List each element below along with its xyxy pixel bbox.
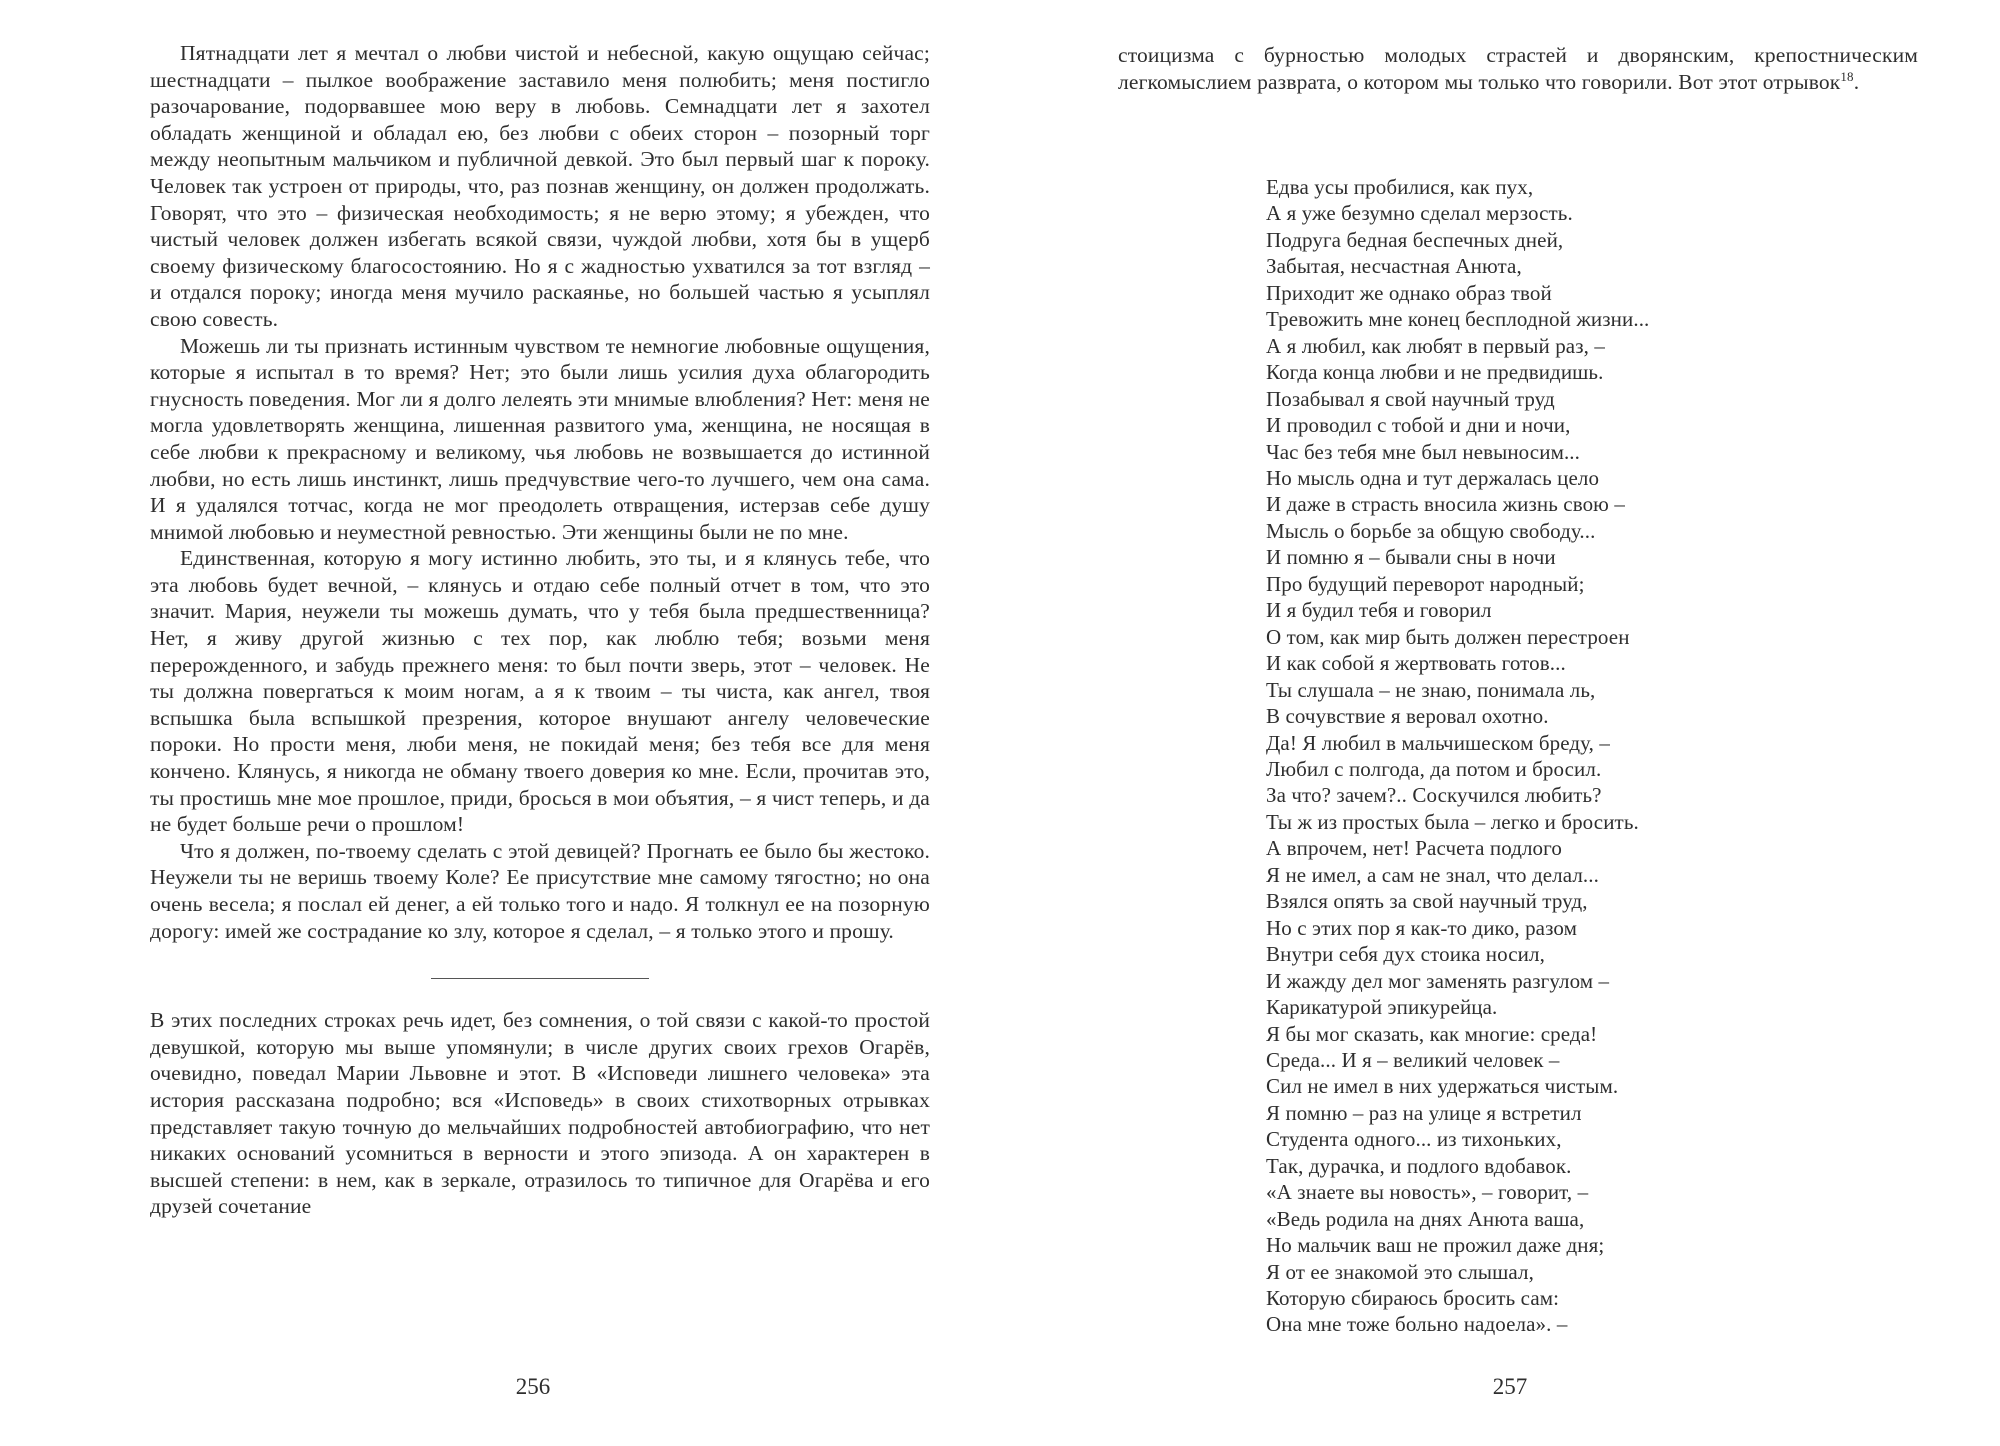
commentary-paragraph: В этих последних строках речь идет, без сомнения, о той связи с какой-то простой девушкой, которую мы выше упомянули; в числе других своих грехов Огарёв, очевидно, поведал Марии Львовне и этот. В «Исповеди лишнего человека» эта история рассказана подробно; вся «Исповедь» в своих стихотворных отрывках представляет такую точную до мельчайших подробностей автобиографию, что нет никаких оснований усомниться в верности и этого эпизода. А он характерен в высшей степени: в нем, как в зеркале, отразилось то типичное для Огарёва и его друзей сочетание [150, 1008, 930, 1219]
intro-text: стоицизма с бурностью молодых страстей и дворянским, крепостническим легкомыслием разврата, о котором мы только что говорили. Вот этот отрывок [1118, 43, 1918, 94]
poem-line: А я уже безумно сделал мерзость. [1266, 201, 1573, 226]
poem-line: Тревожить мне конец бесплодной жизни... [1266, 307, 1650, 332]
page-number-right: 257 [1492, 1374, 1528, 1399]
poem-line: В сочувствие я веровал охотно. [1266, 704, 1549, 729]
body-paragraph: Можешь ли ты признать истинным чувством те немногие любовные ощущения, которые я испытал в то время? Нет; это были лишь усилия духа облагородить гнусность поведения. Мог ли я долго лелеять эти мнимые влюбления? Нет: меня не могла удовлетворять женщина, лишенная развитого ума, женщина, не носящая в себе любви к прекрасному и великому, чья любовь не возвышается до истинной любви, но есть лишь инстинкт, лишь предчувствие чего-то лучшего, чем она сама. И я удалялся тотчас, когда не мог преодолеть отвращения, истерзав себе душу мнимой любовью и неуместной ревностью. Эти женщины были не по мне. [150, 333, 930, 544]
poem-line: Про будущий переворот народный; [1266, 571, 1585, 596]
poem-line: Внутри себя дух стоика носил, [1266, 942, 1545, 967]
poem-line: «А знаете вы новость», – говорит, – [1266, 1180, 1589, 1205]
poem-line: Ты слушала – не знаю, понимала ль, [1266, 677, 1596, 702]
poem-line: Приходит же однако образ твой [1266, 280, 1552, 305]
poem-line: «Ведь родила на днях Анюта ваша, [1266, 1206, 1585, 1231]
poem-line: Которую сбираюсь бросить сам: [1266, 1286, 1560, 1311]
poem-line: Подруга бедная беспечных дней, [1266, 227, 1564, 252]
poem-line: Да! Я любил в мальчишеском бреду, – [1266, 730, 1610, 755]
poem-line: И проводил с тобой и дни и ночи, [1266, 413, 1571, 438]
section-divider [431, 978, 649, 979]
poem-line: А я любил, как любят в первый раз, – [1266, 333, 1605, 358]
intro-end: . [1853, 69, 1860, 94]
poem-line: А впрочем, нет! Расчета подлого [1266, 836, 1562, 861]
right-text-column [1118, 42, 1918, 95]
poem-line: Я не имел, а сам не знал, что делал... [1266, 862, 1599, 887]
continued-paragraph [1118, 42, 1918, 95]
body-paragraph: Единственная, которую я могу истинно любить, это ты, и я клянусь тебе, что эта любовь будет вечной, – клянусь и отдаю себе полный отчет в том, что это значит. Мария, неужели ты можешь думать, что у тебя была предшественница? Нет, я живу другой жизнью с тех пор, как люблю тебя; возьми меня перерожденного, и забудь прежнего меня: то был почти зверь, этот – человек. Не ты должна повергаться к моим ногам, а я к твоим – ты чиста, как ангел, твоя вспышка была вспышкой презрения, которое внушают ангелу человеческие пороки. Но прости меня, люби меня, не покидай меня; без тебя все для меня кончено. Клянусь, я никогда не обману твоего доверия ко мне. Если, прочитав это, ты простишь мне мое прошлое, приди, бросься в мои объятия, – я чист теперь, и да не будет больше речи о прошлом! [150, 546, 930, 837]
poem-line: Ты ж из простых была – легко и бросить. [1266, 809, 1639, 834]
poem-line: Так, дурачка, и подлого вдобавок. [1266, 1153, 1572, 1178]
poem-line: И я будил тебя и говорил [1266, 598, 1492, 623]
poem-line: Взялся опять за свой научный труд, [1266, 889, 1588, 914]
poem-line: Но мальчик ваш не прожил даже дня; [1266, 1233, 1605, 1258]
poem-line: Едва усы пробилися, как пух, [1266, 175, 1534, 199]
poem-line: Любил с полгода, да потом и бросил. [1266, 756, 1602, 781]
footnote-reference[interactable]: 18 [1840, 68, 1854, 84]
poem-line: Я помню – раз на улице я встретил [1266, 1100, 1582, 1125]
body-paragraph: Что я должен, по-твоему сделать с этой девицей? Прогнать ее было бы жестоко. Неужели ты не веришь твоему Коле? Ее присутствие мне самому тягостно; но она очень весела; я послал ей денег, а ей только того и надо. Я толкнул ее на позорную дорогу: имей же сострадание ко злу, которое я сделал, – я только этого и прошу. [150, 838, 930, 943]
poem-line: Но с этих пор я как-то дико, разом [1266, 915, 1577, 940]
poem-line: Она мне тоже больно надоела». – [1266, 1312, 1568, 1337]
poem-line: Я от ее знакомой это слышал, [1266, 1259, 1534, 1284]
poem-line: Среда... И я – великий человек – [1266, 1047, 1560, 1072]
poem-line: Я бы мог сказать, как многие: среда! [1266, 1021, 1598, 1046]
poem-line: За что? зачем?.. Соскучился любить? [1266, 783, 1602, 808]
left-text-column [150, 40, 930, 1241]
poem-line: И помню я – бывали сны в ночи [1266, 545, 1556, 570]
poem-line: Сил не имел в них удержаться чистым. [1266, 1074, 1619, 1099]
body-paragraph: Пятнадцати лет я мечтал о любви чистой и небесной, какую ощущаю сейчас; шестнадцати – пылкое воображение заставило меня полюбить; меня постигло разочарование, подорвавшее мою веру в любовь. Семнадцати лет я захотел обладать женщиной и обладал ею, без любви с обеих сторон – позорный торг между неопытным мальчиком и публичной девкой. Это был первый шаг к пороку. Человек так устроен от природы, что, раз познав женщину, он должен продолжать. Говорят, что это – физическая необходимость; я не верю этому; я убежден, что чистый человек должен избегать всякой связи, чуждой любви, хотя бы в ущерб своему физическому благосостоянию. Но я с жадностью ухватился за тот взгляд – и отдался пороку; иногда меня мучило раскаянье, но большей частью я усыплял свою совесть. [150, 41, 930, 331]
poem-line: Студента одного... из тихоньких, [1266, 1127, 1562, 1152]
poem-line: Но мысль одна и тут держалась цело [1266, 465, 1600, 490]
poem-line: Забытая, несчастная Анюта, [1266, 254, 1522, 279]
poem-line: И жажду дел мог заменять разгулом – [1266, 968, 1610, 993]
page-number-left: 256 [515, 1374, 551, 1399]
poem-line: И даже в страсть вносила жизнь свою – [1266, 492, 1625, 517]
poem-line: Позабывал я свой научный труд [1266, 386, 1555, 411]
poem-line: Мысль о борьбе за общую свободу... [1266, 518, 1596, 543]
poem-line: Когда конца любви и не предвидишь. [1266, 360, 1604, 385]
poem-line: И как собой я жертвовать готов... [1266, 651, 1566, 676]
poem-line: Карикатурой эпикурейца. [1266, 995, 1498, 1020]
poem-line: Час без тебя мне был невыносим... [1266, 439, 1581, 464]
poem-excerpt [1266, 174, 1786, 1338]
right-page [1000, 0, 2000, 1446]
poem-line: О том, как мир быть должен перестроен [1266, 624, 1630, 649]
